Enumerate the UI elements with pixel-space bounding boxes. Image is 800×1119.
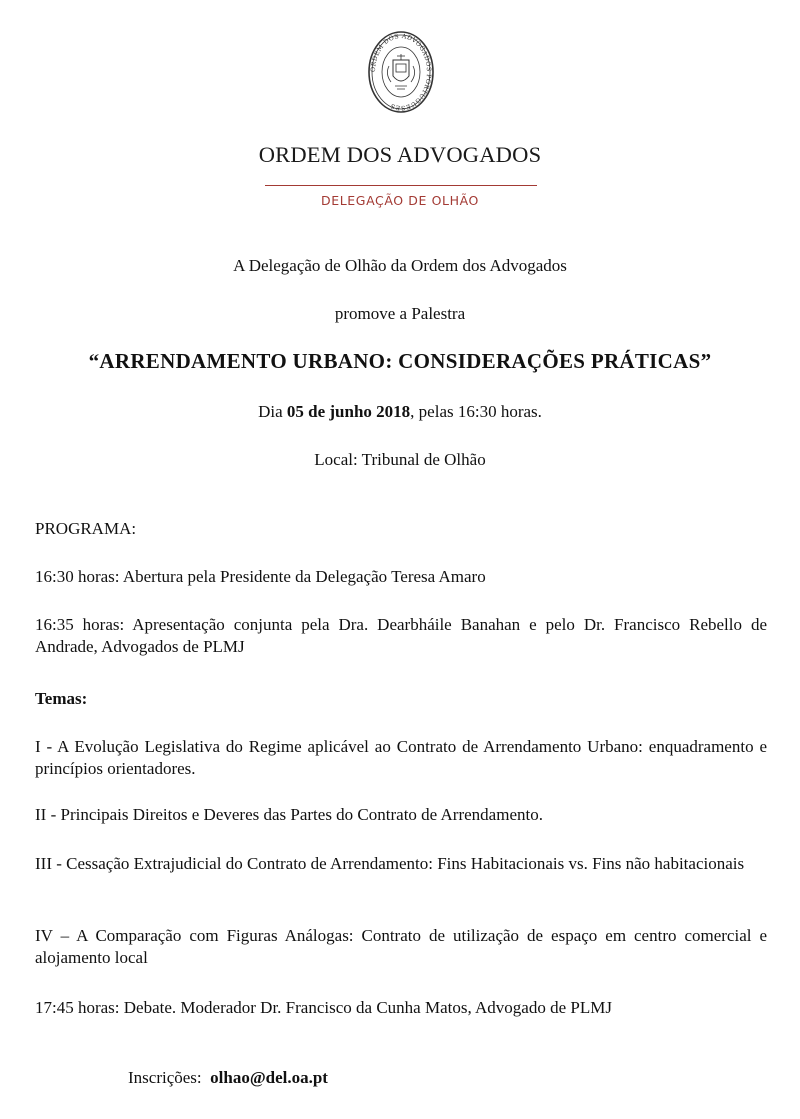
theme-item: II - Principais Direitos e Deveres das Partes do Contrato de Arrendamento. (35, 805, 543, 824)
date-prefix: Dia (258, 402, 287, 421)
theme-item: I - A Evolução Legislativa do Regime aplicável ao Contrato de Arrendamento Urbano: enquadramento e princípios orientadores. (35, 737, 767, 778)
themes-heading: Temas: (35, 689, 88, 708)
intro-subline: promove a Palestra (334, 304, 466, 323)
event-date (0, 402, 800, 422)
header-divider (265, 185, 537, 186)
program-heading: PROGRAMA: (35, 519, 137, 538)
registration-label: Inscrições: (128, 1068, 202, 1087)
date-bold: 05 de junho 2018 (286, 402, 411, 421)
lecture-title: “ARRENDAMENTO URBANO: CONSIDERAÇÕES PRÁTICAS” (88, 349, 712, 373)
program-opening: 16:30 horas: Abertura pela Presidente da Delegação Teresa Amaro (35, 567, 486, 586)
date-suffix: , pelas 16:30 horas. (410, 402, 542, 421)
intro-line: A Delegação de Olhão da Ordem dos Advogados (233, 256, 567, 275)
program-presentation: 16:35 horas: Apresentação conjunta pela Dra. Dearbháile Banahan e pelo Dr. Francisco Rebello de Andrade, Advogados de PLMJ (35, 615, 767, 656)
event-location: Local: Tribunal de Olhão (314, 450, 486, 469)
program-debate: 17:45 horas: Debate. Moderador Dr. Francisco da Cunha Matos, Advogado de PLMJ (35, 998, 612, 1017)
theme-item: IV – A Comparação com Figuras Análogas: Contrato de utilização de espaço em centro comercial e alojamento local (35, 926, 767, 967)
theme-item: III - Cessação Extrajudicial do Contrato de Arrendamento: Fins Habitacionais vs. Fins não habitacionais (35, 854, 745, 873)
seal-text: ORDEM DOS ADVOGADOS PORTUGUESES (369, 32, 433, 112)
delegation-name: DELEGAÇÃO DE OLHÃO (321, 193, 479, 208)
registration-email-link[interactable]: olhao@del.oa.pt (210, 1068, 328, 1087)
ordem-seal-logo (367, 30, 435, 114)
registration-line (128, 1068, 328, 1088)
organization-name: ORDEM DOS ADVOGADOS (258, 142, 542, 167)
